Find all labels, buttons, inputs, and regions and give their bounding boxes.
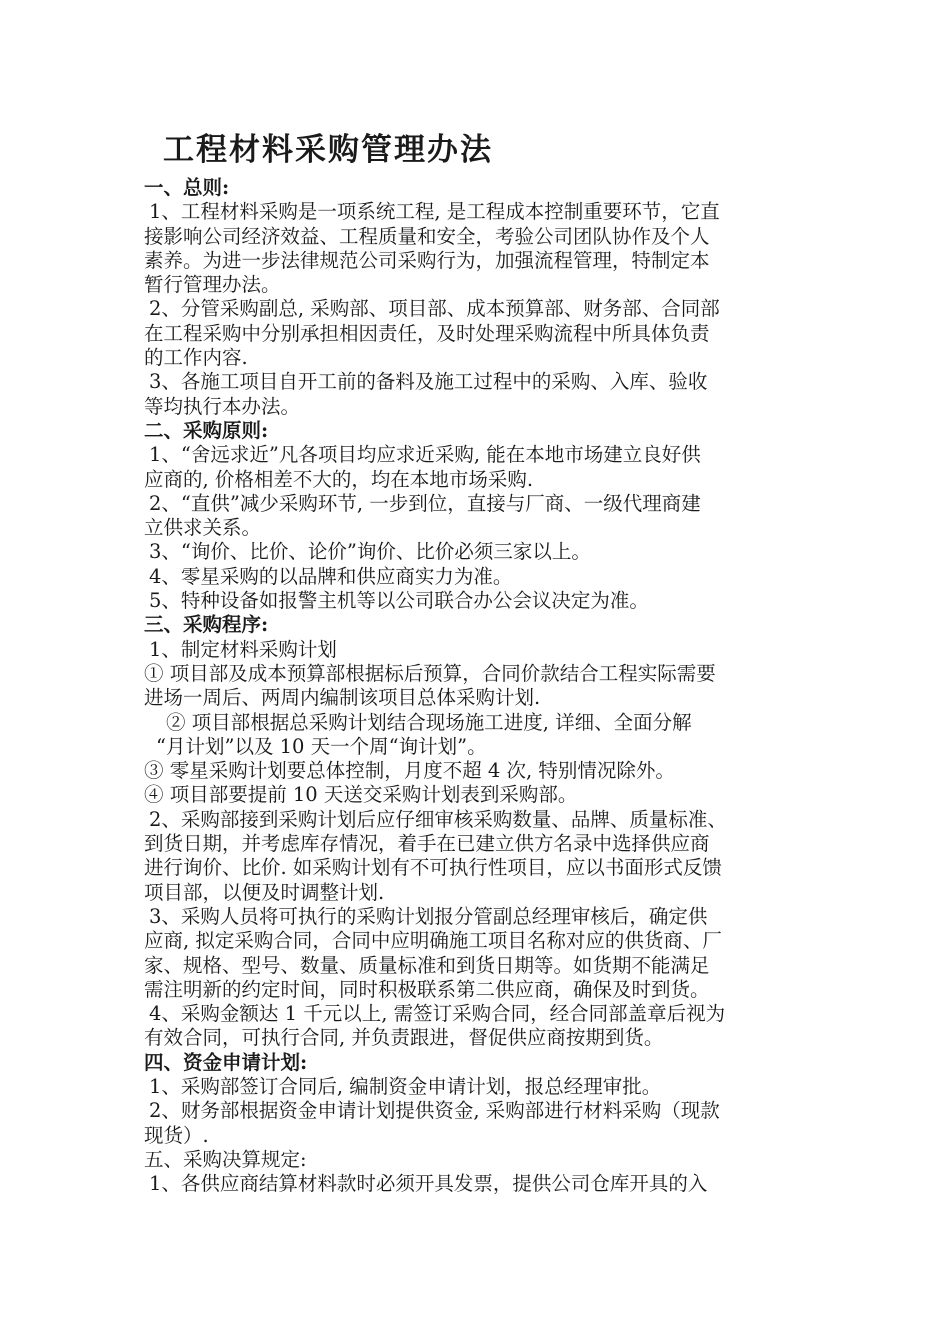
paragraph-line: 应商, 拟定采购合同，合同中应明确施工项目名称对应的供货商、厂 — [144, 929, 722, 953]
paragraph-line: 家、规格、型号、数量、质量标准和到货日期等。如货期不能满足 — [144, 953, 710, 977]
section-heading-principles: 二、采购原则: — [144, 418, 269, 442]
paragraph-line: 4、零星采购的以品牌和供应商实力为准。 — [149, 564, 513, 588]
paragraph-line: 3、各施工项目自开工前的备料及施工过程中的采购、入库、验收 — [149, 370, 708, 394]
paragraph-line: 需注明新的约定时间，同时积极联系第二供应商，确保及时到货。 — [144, 977, 710, 1001]
paragraph-line: 3、采购人员将可执行的采购计划报分管副总经理审核后，确定供 — [149, 904, 708, 928]
paragraph-line: 2、分管采购副总, 采购部、项目部、成本预算部、财务部、合同部 — [149, 297, 720, 321]
paragraph-line: 1、工程材料采购是一项系统工程, 是工程成本控制重要环节，它直 — [149, 200, 720, 224]
paragraph-line: 4、采购金额达 1 千元以上, 需签订采购合同，经合同部盖章后视为 — [149, 1002, 726, 1026]
paragraph-line: 5、特种设备如报警主机等以公司联合办公会议决定为准。 — [149, 589, 649, 613]
document-title: 工程材料采购管理办法 — [163, 132, 493, 168]
paragraph-line: 暂行管理办法。 — [144, 273, 281, 297]
paragraph-line: ① 项目部及成本预算部根据标后预算，合同价款结合工程实际需要 — [144, 661, 716, 685]
section-heading-general: 一、总则: — [144, 176, 230, 199]
section-heading-funding: 四、资金申请计划: — [144, 1050, 308, 1074]
paragraph-line: 有效合同，可执行合同, 并负责跟进，督促供应商按期到货。 — [144, 1026, 664, 1050]
paragraph-line: ③ 零星采购计划要总体控制，月度不超 4 次, 特别情况除外。 — [144, 759, 675, 783]
section-heading-settlement: 五、采购决算规定: — [144, 1147, 307, 1171]
paragraph-line: 等均执行本办法。 — [144, 394, 301, 418]
paragraph-line: 2、财务部根据资金申请计划提供资金, 采购部进行材料采购（现款 — [149, 1099, 720, 1123]
paragraph-line: 应商的, 价格相差不大的，均在本地市场采购. — [144, 467, 534, 491]
paragraph-line: 2、采购部接到采购计划后应仔细审核采购数量、品牌、质量标准、 — [149, 807, 727, 831]
paragraph-line: 1、各供应商结算材料款时必须开具发票，提供公司仓库开具的入 — [149, 1172, 708, 1196]
paragraph-line: 的工作内容. — [144, 346, 248, 370]
paragraph-line: 接影响公司经济效益、工程质量和安全，考验公司团队协作及个人 — [144, 224, 710, 248]
document-body — [144, 176, 824, 1196]
paragraph-line: 3、“询价、比价、论价”询价、比价必须三家以上。 — [149, 540, 591, 564]
paragraph-line: 现货）. — [144, 1123, 209, 1147]
paragraph-line: ② 项目部根据总采购计划结合现场施工进度, 详细、全面分解 — [166, 710, 692, 734]
paragraph-line: “月计划”以及 10 天一个周“询计划”。 — [156, 734, 487, 758]
paragraph-line: 到货日期，并考虑库存情况，着手在已建立供方名录中选择供应商 — [144, 832, 710, 856]
paragraph-line: 1、采购部签订合同后, 编制资金申请计划，报总经理审批。 — [149, 1074, 662, 1098]
paragraph-line: 1、制定材料采购计划 — [149, 637, 337, 661]
section-heading-procedure: 三、采购程序: — [144, 613, 269, 637]
paragraph-line: ④ 项目部要提前 10 天送交采购计划表到采购部。 — [144, 783, 578, 807]
paragraph-line: 素养。为进一步法律规范公司采购行为，加强流程管理，特制定本 — [144, 248, 710, 272]
paragraph-line: 1、“舍远求近”凡各项目均应求近采购, 能在本地市场建立良好供 — [149, 443, 701, 467]
paragraph-line: 进行询价、比价. 如采购计划有不可执行性项目，应以书面形式反馈 — [144, 856, 722, 880]
paragraph-line: 立供求关系。 — [144, 516, 262, 540]
paragraph-line: 2、“直供”减少采购环节, 一步到位，直接与厂商、一级代理商建 — [149, 491, 701, 515]
paragraph-line: 进场一周后、两周内编制该项目总体采购计划. — [144, 686, 541, 710]
paragraph-line: 在工程采购中分别承担相因责任，及时处理采购流程中所具体负责 — [144, 321, 710, 345]
paragraph-line: 项目部，以便及时调整计划. — [144, 880, 385, 904]
